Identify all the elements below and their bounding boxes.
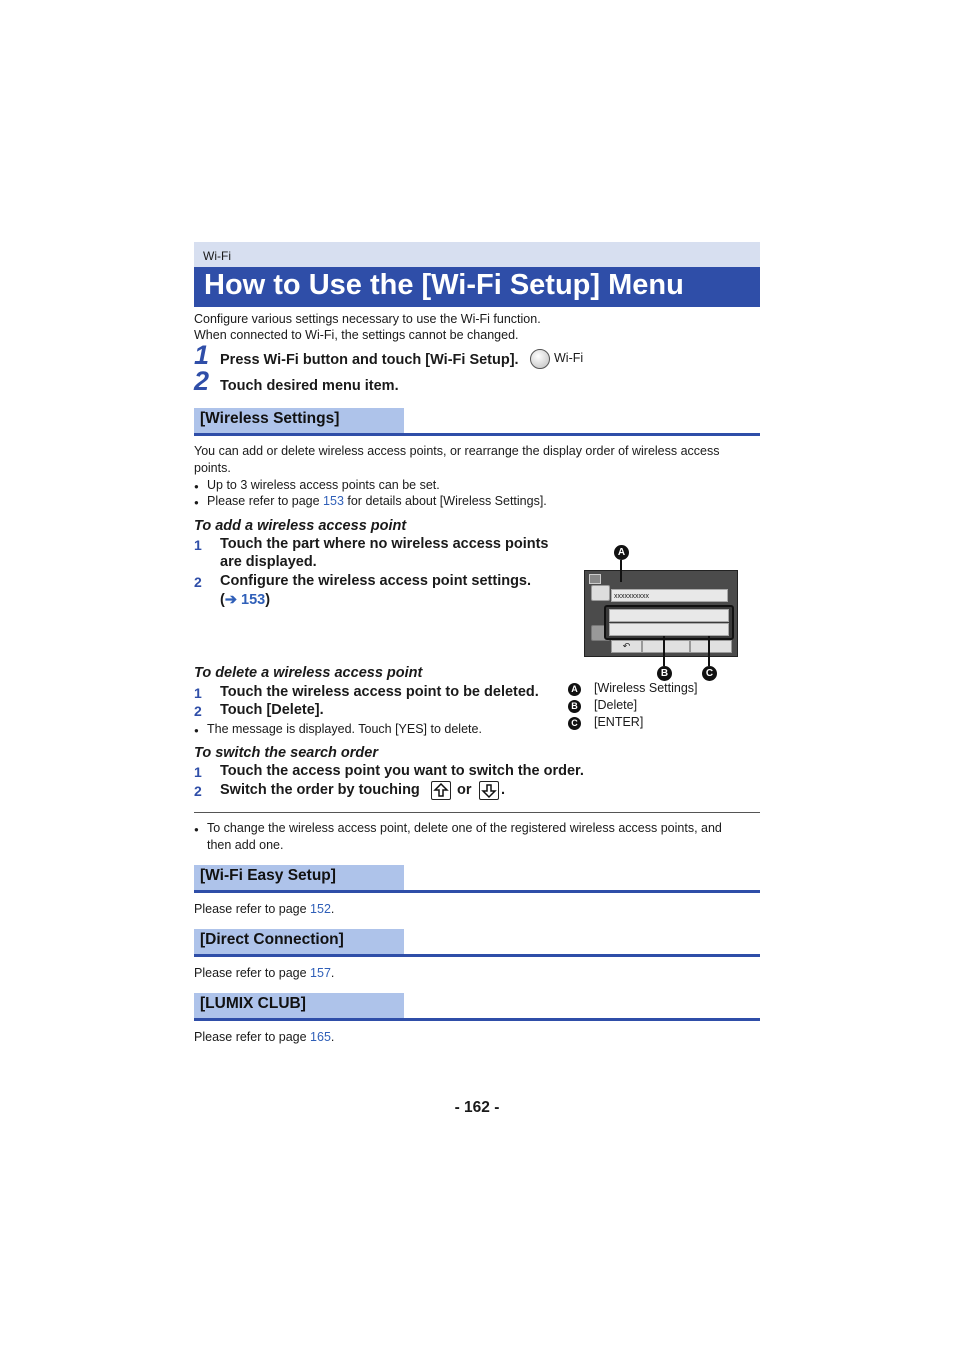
switch-step-2-number: 2 (194, 783, 202, 799)
add-access-point-title: To add a wireless access point (194, 518, 407, 534)
empty-slot-highlight[interactable] (604, 605, 734, 640)
delete-step-2-number: 2 (194, 703, 202, 719)
add-step-2-text: Configure the wireless access point settings. (220, 573, 532, 589)
empty-slot-2[interactable] (609, 623, 729, 636)
delete-note: ● The message is displayed. Touch [YES] to delete. (207, 721, 482, 738)
lumix-club-heading-text: [LUMIX CLUB] (200, 995, 306, 1012)
step-1-text: Press Wi-Fi button and touch [Wi-Fi Setup]. (220, 352, 519, 368)
legend-b-marker: B (568, 700, 581, 713)
page-link-157[interactable]: 157 (310, 966, 331, 980)
add-step-1-text-a: Touch the part where no wireless access points (220, 536, 549, 552)
section-label (194, 242, 760, 268)
step-2-text: Touch desired menu item. (220, 378, 399, 394)
move-down-button-icon (479, 781, 499, 800)
switch-step-2-or: or (457, 782, 472, 798)
page-number: - 162 - (454, 1099, 500, 1116)
callout-c: C (702, 666, 717, 681)
delete-step-2-text: Touch [Delete]. (220, 702, 324, 718)
legend-a-marker: A (568, 683, 581, 696)
page-link-165[interactable]: 165 (310, 1030, 331, 1044)
step-1-number: 1 (194, 340, 210, 370)
lumix-ref: Please refer to page 165. (194, 1030, 335, 1044)
legend-c-marker: C (568, 717, 581, 730)
page-link-153-ref[interactable]: 153 (241, 592, 266, 608)
page-title: How to Use the [Wi-Fi Setup] Menu (204, 269, 684, 301)
empty-slot-1[interactable] (609, 609, 729, 622)
legend-a-label: [Wireless Settings] (594, 681, 698, 695)
add-step-1-text-b: are displayed. (220, 554, 317, 570)
wifi-button-label: Wi-Fi (554, 351, 584, 365)
direct-connection-heading-text: [Direct Connection] (200, 931, 344, 948)
intro-line-1: Configure various settings necessary to use the Wi-Fi function. (194, 312, 541, 326)
callout-b: B (657, 666, 672, 681)
enter-button[interactable] (690, 640, 732, 653)
switch-step-2-text: Switch the order by touching (220, 782, 420, 798)
page-link-153[interactable]: 153 (323, 494, 344, 508)
wireless-settings-heading (194, 408, 760, 438)
delete-step-1-text: Touch the wireless access point to be deleted. (220, 684, 539, 700)
step-2-number: 2 (194, 366, 210, 396)
switch-order-title: To switch the search order (194, 745, 378, 761)
wireless-bullet-1: ● Up to 3 wireless access points can be set. (207, 477, 440, 494)
access-point-entry[interactable]: xxxxxxxxxx (611, 589, 728, 602)
direct-ref: Please refer to page 157. (194, 966, 335, 980)
switch-step-1-number: 1 (194, 764, 202, 780)
wifi-button-icon (530, 349, 550, 369)
legend-c-label: [ENTER] (594, 715, 644, 729)
move-up-button-icon (431, 781, 451, 800)
divider (194, 812, 760, 813)
callout-a-line (620, 560, 622, 582)
back-button[interactable]: ↶ (611, 640, 642, 653)
add-step-1-number: 1 (194, 537, 202, 553)
legend-b-label: [Delete] (594, 698, 638, 712)
wifi-easy-setup-heading (194, 865, 760, 895)
wireless-footnote-2: then add one. (207, 838, 284, 852)
direct-connection-heading (194, 929, 760, 959)
section-label-text: Wi-Fi (203, 249, 231, 263)
wireless-settings-heading-text: [Wireless Settings] (200, 410, 340, 427)
switch-step-2-end: . (501, 782, 506, 798)
wireless-desc-2: points. (194, 461, 231, 475)
callout-c-line (708, 636, 710, 666)
lumix-club-heading (194, 993, 760, 1023)
wifi-easy-setup-heading-text: [Wi-Fi Easy Setup] (200, 867, 336, 884)
wireless-bullet-2: ● Please refer to page 153 for details about [Wireless Settings]. (207, 493, 547, 510)
wireless-footnote-1: ● To change the wireless access point, delete one of the registered wireless access points, and (207, 820, 722, 837)
intro-line-2: When connected to Wi-Fi, the settings cannot be changed. (194, 328, 519, 342)
page-link-152[interactable]: 152 (310, 902, 331, 916)
callout-b-line (663, 636, 665, 666)
delete-step-1-number: 1 (194, 685, 202, 701)
wireless-desc-1: You can add or delete wireless access points, or rearrange the display order of wireless access (194, 444, 720, 458)
callout-a: A (614, 545, 629, 560)
delete-access-point-title: To delete a wireless access point (194, 665, 423, 681)
add-step-2-number: 2 (194, 574, 202, 590)
move-up-icon[interactable] (591, 585, 610, 601)
page-title-bar (194, 267, 760, 307)
switch-step-1-text: Touch the access point you want to switch the order. (220, 763, 584, 779)
wireless-settings-screen (584, 570, 738, 657)
delete-button[interactable] (642, 640, 690, 653)
wifi-status-icon (589, 574, 601, 584)
easy-ref: Please refer to page 152. (194, 902, 335, 916)
add-step-2-ref: (➔ 153) (220, 592, 271, 608)
